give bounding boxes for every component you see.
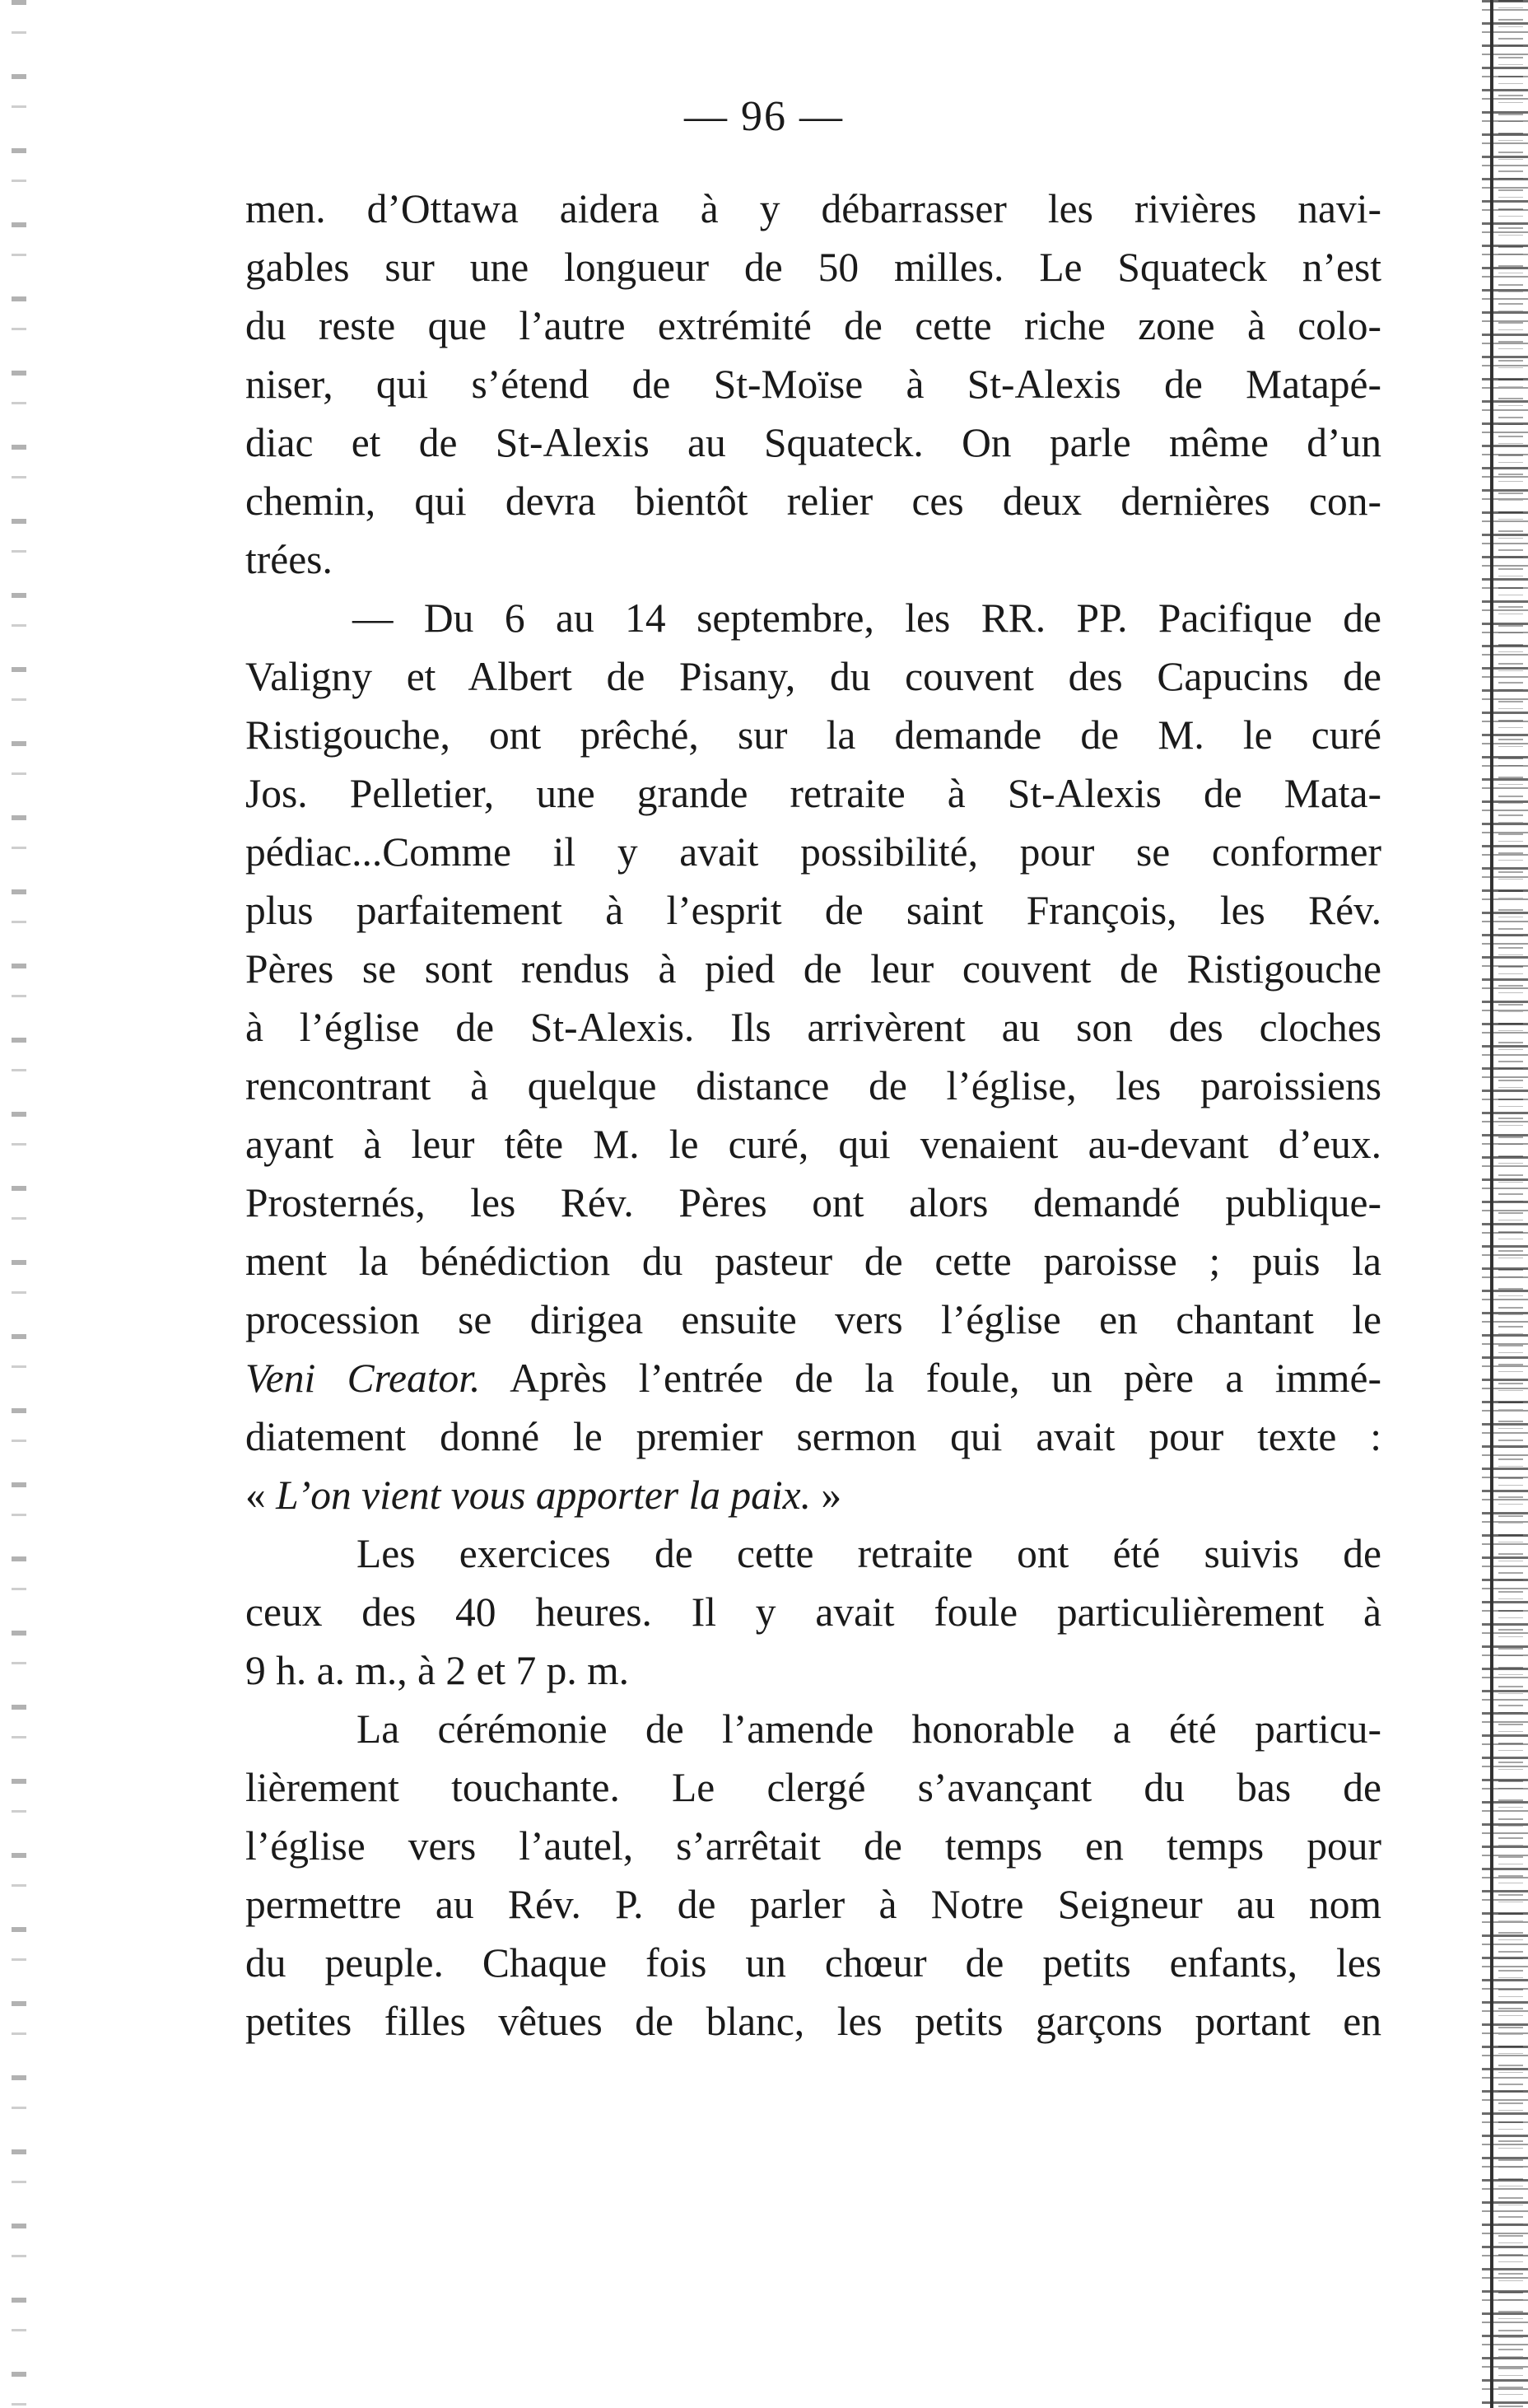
paragraph-3 [245,1524,1381,1700]
text-line: lièrement touchante. Le clergé s’avançant du bas de [245,1765,1381,1810]
text-line: l’église vers l’autel, s’arrêtait de temps en temps pour [245,1823,1381,1869]
right-scan-edge [1482,0,1528,2408]
text-line: procession se dirigea ensuite vers l’église en chantant le [245,1297,1381,1342]
text-line: Valigny et Albert de Pisany, du couvent des Capucins de [245,654,1381,699]
text-line: chemin, qui devra bientôt relier ces deux dernières con- [245,478,1381,524]
text-line: du peuple. Chaque fois un chœur de petits enfants, les [245,1940,1381,1986]
text-line: Jos. Pelletier, une grande retraite à St-Alexis de Mata- [245,771,1381,816]
text-line: Prosternés, les Rév. Pères ont alors demandé publique- [245,1180,1381,1225]
page-text [245,180,1381,2051]
text-line: Veni Creator. Après l’entrée de la foule, un père a immé- [245,1356,1381,1401]
left-scan-edge [12,0,26,2408]
text-line: diatement donné le premier sermon qui avait pour texte : [245,1414,1381,1459]
text-line: Pères se sont rendus à pied de leur couvent de Ristigouche [245,946,1381,992]
text-line: du reste que l’autre extrémité de cette riche zone à colo- [245,303,1381,348]
text-line: La cérémonie de l’amende honorable a été particu- [356,1706,1381,1752]
text-line: ment la bénédiction du pasteur de cette paroisse ; puis la [245,1239,1381,1284]
text-line: — Du 6 au 14 septembre, les RR. PP. Pacifique de [352,595,1381,641]
text-line: pédiac...Comme il y avait possibilité, pour se conformer [245,829,1381,875]
text-line: Les exercices de cette retraite ont été suivis de [356,1531,1381,1576]
text-line: permettre au Rév. P. de parler à Notre Seigneur au nom [245,1882,1381,1927]
paragraph-2 [245,589,1381,1524]
text-line: diac et de St-Alexis au Squateck. On parle même d’un [245,420,1381,465]
text-line: niser, qui s’étend de St-Moïse à St-Alexis de Matapé- [245,362,1381,407]
text-line: plus parfaitement à l’esprit de saint François, les Rév. [245,888,1381,933]
page-number: — 96 — [684,93,844,140]
text-line: men. d’Ottawa aidera à y débarrasser les rivières navi- [245,186,1381,231]
text-line: ayant à leur tête M. le curé, qui venaient au-devant d’eux. [245,1122,1381,1167]
paragraph-1 [245,180,1381,589]
text-line: ceux des 40 heures. Il y avait foule particulièrement à [245,1589,1381,1635]
text-line: petites filles vêtues de blanc, les petits garçons portant en [245,1999,1381,2044]
text-line: Ristigouche, ont prêché, sur la demande de M. le curé [245,712,1381,758]
text-line: gables sur une longueur de 50 milles. Le Squateck n’est [245,245,1381,290]
text-line: à l’église de St-Alexis. Ils arrivèrent au son des cloches [245,1005,1381,1050]
text-line: rencontrant à quelque distance de l’église, les paroissiens [245,1063,1381,1108]
text-line: 9 h. a. m., à 2 et 7 p. m. [245,1648,630,1693]
paragraph-4 [245,1700,1381,2051]
text-line: trées. [245,537,333,582]
text-line: « L’on vient vous apporter la paix. » [245,1472,842,1518]
